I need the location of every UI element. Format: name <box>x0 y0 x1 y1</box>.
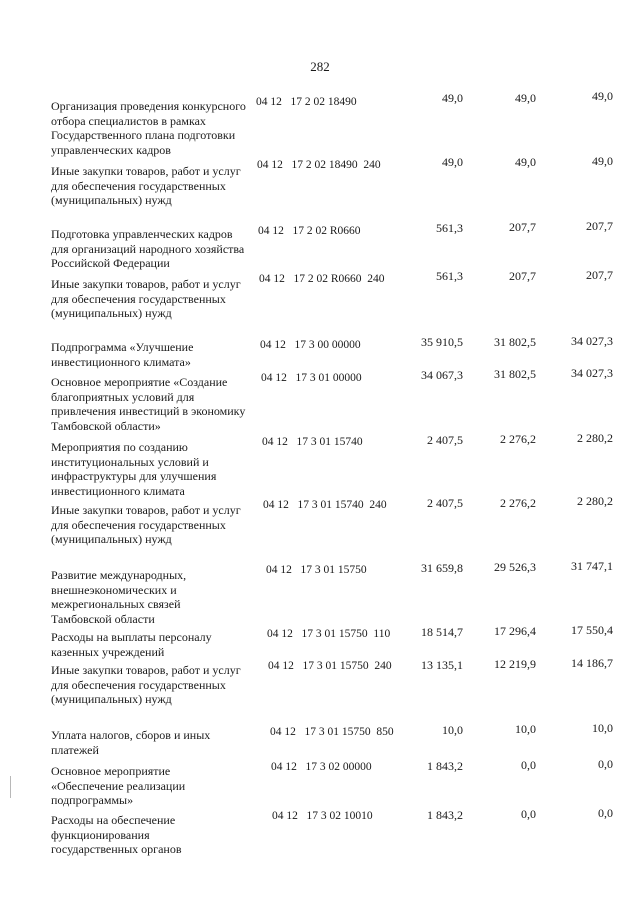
row-value-2: 0,0 <box>521 807 536 821</box>
row-code: 04 12 17 3 01 00000 <box>261 372 362 384</box>
row-value-2: 0,0 <box>521 758 536 772</box>
row-code: 04 12 17 3 01 15750 240 <box>268 660 392 672</box>
row-name: Основное мероприятие «Создание благоприятных условий для привлечения инвестиций в экономику Тамбовской области» <box>51 375 246 433</box>
row-value-2: 49,0 <box>515 155 536 169</box>
row-name: Иные закупки товаров, работ и услуг для обеспечения государственных (муниципальных) нужд <box>51 503 241 546</box>
row-code: 04 12 17 3 01 15750 <box>266 564 367 576</box>
row-value-1: 2 407,5 <box>427 496 463 510</box>
row-value-1: 13 135,1 <box>421 658 463 672</box>
row-value-2: 10,0 <box>515 722 536 736</box>
row-name: Иные закупки товаров, работ и услуг для обеспечения государственных (муниципальных) нужд <box>51 663 241 706</box>
row-value-1: 561,3 <box>436 269 463 283</box>
row-name: Расходы на обеспечение функционирования государственных органов <box>51 813 182 856</box>
row-name: Подготовка управленческих кадров для организаций народного хозяйства Российской Федерации <box>51 227 245 270</box>
row-name: Организация проведения конкурсного отбора специалистов в рамках Государственного плана подготовки управленческих кадров <box>51 99 246 157</box>
row-value-1: 2 407,5 <box>427 433 463 447</box>
row-name: Расходы на выплаты персоналу казенных учреждений <box>51 630 212 659</box>
row-value-2: 2 276,2 <box>500 432 536 446</box>
row-value-2: 207,7 <box>509 220 536 234</box>
row-value-3: 34 027,3 <box>571 366 613 380</box>
row-value-1: 10,0 <box>442 723 463 737</box>
row-value-3: 34 027,3 <box>571 334 613 348</box>
row-name: Уплата налогов, сборов и иных платежей <box>51 728 211 757</box>
row-value-3: 49,0 <box>592 89 613 103</box>
row-value-1: 49,0 <box>442 91 463 105</box>
row-code: 04 12 17 2 02 R0660 240 <box>259 273 385 285</box>
row-code: 04 12 17 2 02 R0660 <box>258 225 361 237</box>
row-code: 04 12 17 3 01 15750 110 <box>267 628 391 640</box>
row-value-3: 49,0 <box>592 154 613 168</box>
row-value-1: 18 514,7 <box>421 625 463 639</box>
row-name: Мероприятия по созданию институциональных условий и инфраструктуры для улучшения инвестиционного климата <box>51 440 217 498</box>
row-code: 04 12 17 3 02 00000 <box>271 761 372 773</box>
row-value-1: 49,0 <box>442 155 463 169</box>
row-value-1: 34 067,3 <box>421 368 463 382</box>
row-value-2: 31 802,5 <box>494 335 536 349</box>
row-code: 04 12 17 3 01 15750 850 <box>270 726 394 738</box>
row-name: Подпрограмма «Улучшение инвестиционного климата» <box>51 340 194 369</box>
row-value-3: 207,7 <box>586 268 613 282</box>
row-value-3: 10,0 <box>592 721 613 735</box>
row-value-1: 35 910,5 <box>421 335 463 349</box>
row-value-3: 17 550,4 <box>571 623 613 637</box>
row-value-3: 31 747,1 <box>571 559 613 573</box>
row-value-3: 2 280,2 <box>577 494 613 508</box>
row-name: Иные закупки товаров, работ и услуг для обеспечения государственных (муниципальных) нужд <box>51 277 241 320</box>
row-value-2: 49,0 <box>515 91 536 105</box>
row-value-1: 561,3 <box>436 221 463 235</box>
row-value-2: 29 526,3 <box>494 560 536 574</box>
row-name: Иные закупки товаров, работ и услуг для обеспечения государственных (муниципальных) нужд <box>51 164 241 207</box>
row-code: 04 12 17 2 02 18490 240 <box>257 159 381 171</box>
row-value-3: 0,0 <box>598 757 613 771</box>
row-value-3: 207,7 <box>586 219 613 233</box>
row-value-3: 0,0 <box>598 806 613 820</box>
row-value-3: 2 280,2 <box>577 431 613 445</box>
row-value-1: 1 843,2 <box>427 808 463 822</box>
row-code: 04 12 17 3 01 15740 240 <box>263 499 387 511</box>
row-value-2: 207,7 <box>509 269 536 283</box>
row-value-2: 31 802,5 <box>494 367 536 381</box>
row-value-2: 12 219,9 <box>494 657 536 671</box>
row-value-2: 2 276,2 <box>500 496 536 510</box>
row-code: 04 12 17 2 02 18490 <box>256 96 357 108</box>
row-value-2: 17 296,4 <box>494 624 536 638</box>
row-value-3: 14 186,7 <box>571 656 613 670</box>
scan-edge-mark <box>10 776 11 798</box>
row-code: 04 12 17 3 00 00000 <box>260 339 361 351</box>
row-code: 04 12 17 3 02 10010 <box>272 810 373 822</box>
page-number: 282 <box>310 59 330 74</box>
row-value-1: 1 843,2 <box>427 759 463 773</box>
row-value-1: 31 659,8 <box>421 561 463 575</box>
row-name: Развитие международных, внешнеэкономических и межрегиональных связей Тамбовской области <box>51 568 187 626</box>
row-code: 04 12 17 3 01 15740 <box>262 436 363 448</box>
row-name: Основное мероприятие «Обеспечение реализации подпрограммы» <box>51 764 186 807</box>
